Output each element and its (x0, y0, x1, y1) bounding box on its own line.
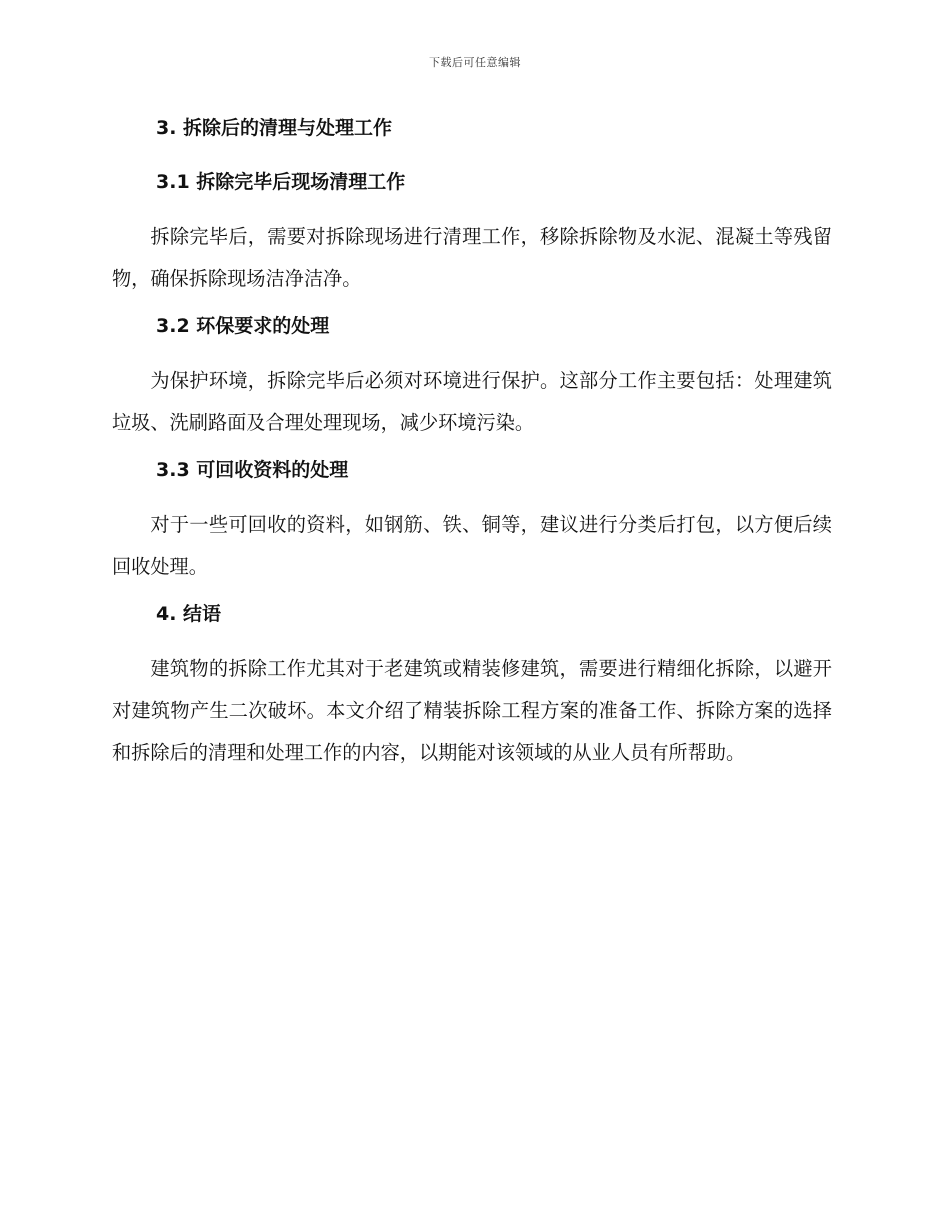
paragraph-3-1: 拆除完毕后，需要对拆除现场进行清理工作，移除拆除物及水泥、混凝土等残留物，确保拆除现场洁净洁净。 (112, 225, 832, 290)
document-body (112, 110, 832, 784)
header-note: 下载后可任意编辑 (429, 56, 521, 69)
section-heading-3: 3. 拆除后的清理与处理工作 (156, 117, 393, 139)
paragraph-4: 建筑物的拆除工作尤其对于老建筑或精装修建筑，需要进行精细化拆除，以避开对建筑物产生二次破坏。本文介绍了精装拆除工程方案的准备工作、拆除方案的选择和拆除后的清理和处理工作的内容，以期能对该领域的从业人员有所帮助。 (112, 657, 832, 764)
section-heading-3-1: 3.1 拆除完毕后现场清理工作 (156, 171, 406, 193)
section-heading-3-3: 3.3 可回收资料的处理 (156, 459, 349, 481)
paragraph-3-2: 为保护环境，拆除完毕后必须对环境进行保护。这部分工作主要包括：处理建筑垃圾、洗刷路面及合理处理现场，减少环境污染。 (112, 369, 832, 434)
section-heading-3-2: 3.2 环保要求的处理 (156, 315, 330, 337)
section-heading-4: 4. 结语 (156, 603, 222, 625)
paragraph-3-3: 对于一些可回收的资料，如钢筋、铁、铜等，建议进行分类后打包，以方便后续回收处理。 (112, 513, 832, 578)
